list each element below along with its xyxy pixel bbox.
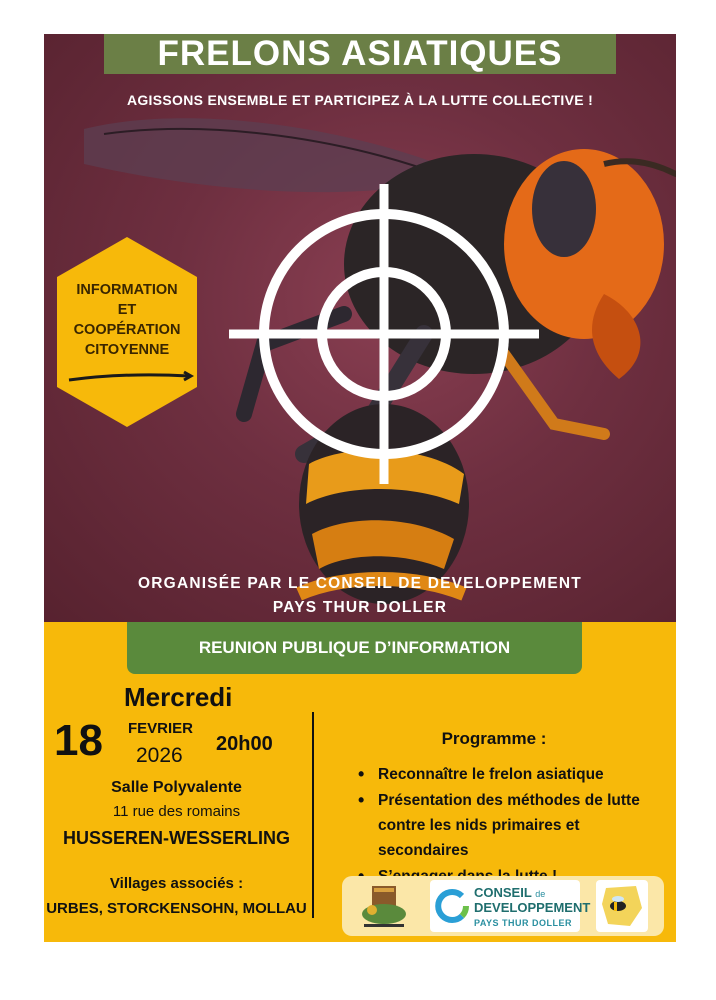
cd-word-developpement: DEVELOPPEMENT — [474, 900, 591, 915]
gds-logo — [358, 880, 410, 932]
organizer-line-1: ORGANISÉE PAR LE CONSEIL DE DEVELOPPEMENT — [138, 575, 582, 592]
event-month: FEVRIER — [128, 720, 194, 737]
apiculteurs-logo — [596, 880, 648, 932]
badge-line: CITOYENNE — [84, 342, 170, 358]
partner-logos — [342, 876, 664, 936]
event-year: 2026 — [136, 744, 183, 767]
badge-line: INFORMATION — [76, 282, 178, 298]
gds-logo-icon — [358, 880, 410, 932]
organizer-text — [44, 572, 676, 620]
subtitle: AGISSONS ENSEMBLE ET PARTICIPEZ À LA LUTTE COLLECTIVE ! — [126, 92, 594, 108]
program-item: • Présentation des méthodes de lutte contre les nids primaires et secondaires — [354, 788, 654, 863]
title-bar: FRELONS ASIATIQUES — [104, 34, 616, 74]
cd-word-conseil: CONSEIL — [474, 885, 532, 900]
info-badge — [62, 280, 192, 360]
meeting-banner: REUNION PUBLIQUE D’INFORMATION — [127, 622, 582, 674]
program-item: • Reconnaître le frelon asiatique — [354, 762, 654, 787]
hornet-photo — [44, 34, 676, 622]
event-weekday: Mercredi — [124, 682, 233, 712]
event-details-panel — [44, 622, 676, 942]
villages-list: URBES, STORCKENSOHN, MOLLAU — [46, 900, 307, 917]
cd-logo-text — [474, 886, 590, 930]
badge-line: ET — [117, 302, 137, 318]
cd-word-pays: PAYS THUR DOLLER — [474, 918, 573, 928]
program-list — [354, 762, 654, 890]
event-time: 20h00 — [216, 733, 273, 755]
badge-line: COOPÉRATION — [73, 322, 181, 338]
cd-logo-icon — [432, 880, 472, 932]
poster — [44, 34, 676, 942]
bee-map-icon — [596, 880, 648, 932]
venue-name: Salle Polyvalente — [111, 779, 242, 796]
venue-street: 11 rue des romains — [112, 803, 241, 820]
cd-word-de: de — [535, 889, 546, 899]
column-divider — [312, 712, 314, 918]
conseil-developpement-logo — [430, 880, 591, 932]
venue-town: HUSSEREN-WESSERLING — [62, 828, 291, 848]
organizer-line-2: PAYS THUR DOLLER — [272, 599, 448, 616]
event-day: 18 — [54, 716, 103, 765]
villages-label: Villages associés : — [109, 875, 244, 892]
program-title: Programme : — [441, 729, 547, 748]
